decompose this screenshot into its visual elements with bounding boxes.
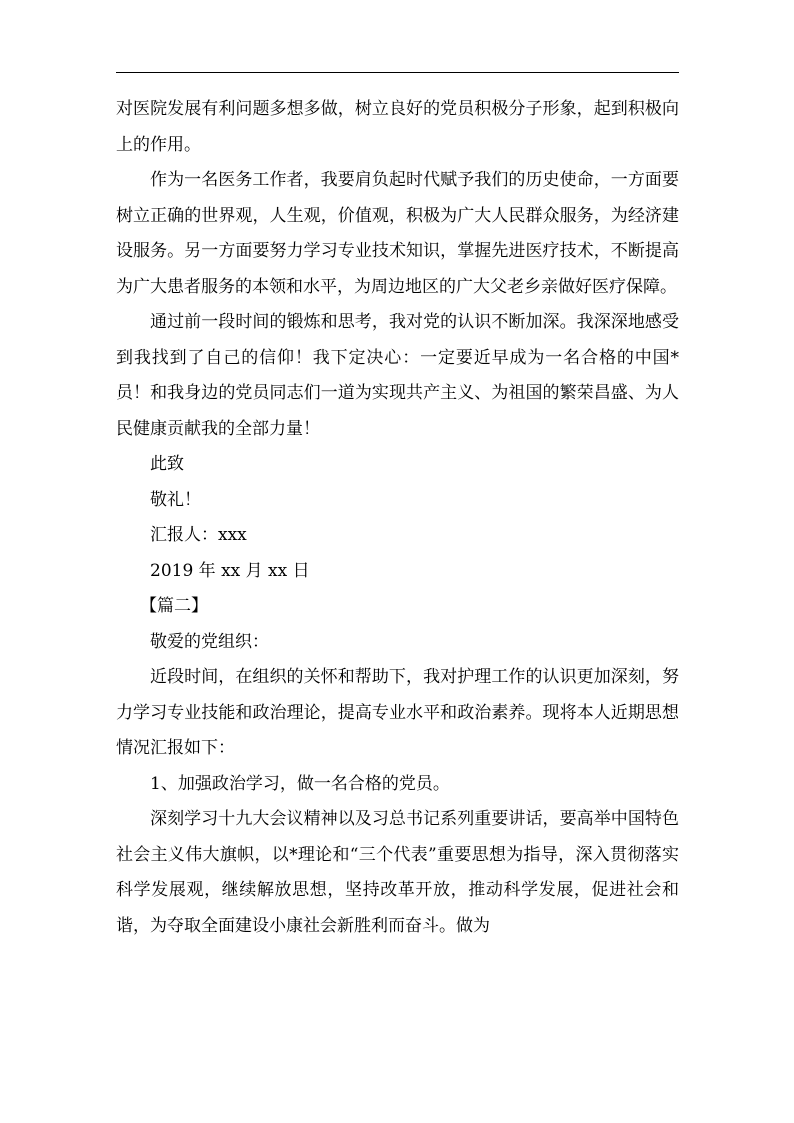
section-body: 深刻学习十九大会议精神以及习总书记系列重要讲话，要高举中国特色社会主义伟大旗帜，以*理论和“三个代表”重要思想为指导，深入贯彻落实科学发展观，继续解放思想，坚持改革开放，推动科学发展，促进社会和谐，为夺取全面建设小康社会新胜利而奋斗。做为 [116, 809, 679, 936]
section-greeting: 敬爱的党组织： [150, 631, 269, 652]
document-body [116, 92, 679, 944]
reporter-name: 汇报人：xxx [150, 525, 247, 545]
paragraph-1: 对医院发展有利问题多想多做，树立良好的党员积极分子形象，起到积极向上的作用。 [116, 99, 679, 155]
paragraph-2: 作为一名医务工作者，我要肩负起时代赋予我们的历史使命，一方面要树立正确的世界观，人生观，价值观，积极为广大人民群众服务，为经济建设服务。另一方面要努力学习专业技术知识，掌握先进医疗技术，不断提高为广大患者服务的本领和水平，为周边地区的广大父老乡亲做好医疗保障。 [116, 170, 679, 297]
closing-salutation: 此致 [150, 454, 184, 474]
section-title: 【篇二】 [140, 596, 208, 616]
report-date: 2019 年 xx 月 xx 日 [150, 560, 310, 581]
section-intro: 近段时间，在组织的关怀和帮助下，我对护理工作的认识更加深刻，努力学习专业技能和政治理论，提高专业水平和政治素养。现将本人近期思想情况汇报如下： [116, 667, 679, 758]
paragraph-3: 通过前一段时间的锻炼和思考，我对党的认识不断加深。我深深地感受到我找到了自己的信仰！我下定决心：一定要近早成为一名合格的中国*员！和我身边的党员同志们一道为实现共产主义、为祖国的繁荣昌盛、为人民健康贡献我的全部力量！ [116, 312, 679, 439]
section-point-1: 1、加强政治学习，做一名合格的党员。 [150, 773, 450, 794]
header-rule [116, 72, 679, 73]
closing-regards: 敬礼！ [150, 489, 201, 510]
